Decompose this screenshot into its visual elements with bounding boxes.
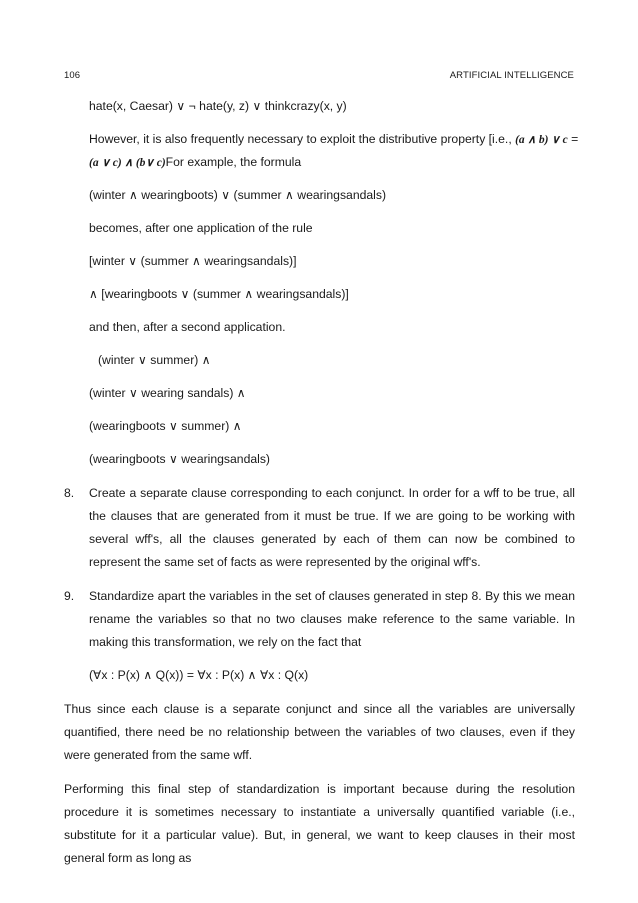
text-line: becomes, after one application of the rule <box>89 221 313 235</box>
quantifier-formula-line: (∀x : P(x) ∧ Q(x)) = ∀x : P(x) ∧ ∀x : Q(x) <box>89 668 309 682</box>
example-formula-line: (winter ∧ wearingboots) ∨ (summer ∧ wearingsandals) <box>89 188 387 202</box>
step-number: 8. <box>64 486 75 500</box>
distributive-intro-line-2 <box>64 151 575 174</box>
formula-line: [winter ∨ (summer ∧ wearingsandals)] <box>89 254 297 268</box>
distributive-formula-right: (a ∨ c) ∧ (b∨ c) <box>89 157 166 169</box>
formula-line: (wearingboots ∨ wearingsandals) <box>89 452 270 466</box>
text-line: and then, after a second application. <box>89 320 286 334</box>
distributive-formula-left: (a ∧ b) ∨ c <box>515 134 568 146</box>
text-span: However, it is also frequently necessary to exploit the distributive property [i.e., <box>89 132 516 146</box>
clause-formula-line: hate(x, Caesar) ∨ ¬ hate(y, z) ∨ thinkcrazy(x, y) <box>89 99 347 113</box>
paragraph: Performing this final step of standardization is important because during the resolution procedure it is sometimes necessary to instantiate a universally quantified variable (i.e., substitute for it a particular value). But, in general, we want to keep clauses in their most general form as long as <box>64 782 575 865</box>
distributive-intro-line <box>64 128 579 151</box>
formula-line: (wearingboots ∨ summer) ∧ <box>89 419 242 433</box>
text-span: For example, the formula <box>165 155 302 169</box>
page-number: 106 <box>64 70 81 81</box>
text-span: = <box>567 132 579 146</box>
page-header <box>64 70 574 84</box>
step-item <box>64 482 575 574</box>
step-number: 9. <box>64 589 75 603</box>
page-body <box>64 95 579 870</box>
formula-line: (winter ∨ wearing sandals) ∧ <box>89 386 246 400</box>
step-text: Standardize apart the variables in the set of clauses generated in step 8. By this we mean rename the variables so that no two clauses make reference to the same variable. In making this transformation, we rely on the fact that <box>89 589 575 649</box>
step-text: Create a separate clause corresponding to each conjunct. In order for a wff to be true, all the clauses that are generated from it must be true. If we are going to be working with several wff's, all the clauses generated by each of them can now be combined to represent the same set of facts as were represented by the original wff's. <box>89 486 575 569</box>
formula-line: (winter ∨ summer) ∧ <box>98 353 211 367</box>
running-title: ARTIFICIAL INTELLIGENCE <box>449 70 574 81</box>
paragraph: Thus since each clause is a separate conjunct and since all the variables are universally quantified, there need be no relationship between the variables of two clauses, even if they were generated from the same wff. <box>64 702 575 762</box>
formula-line: ∧ [wearingboots ∨ (summer ∧ wearingsandals)] <box>89 287 349 301</box>
step-item <box>64 585 575 654</box>
